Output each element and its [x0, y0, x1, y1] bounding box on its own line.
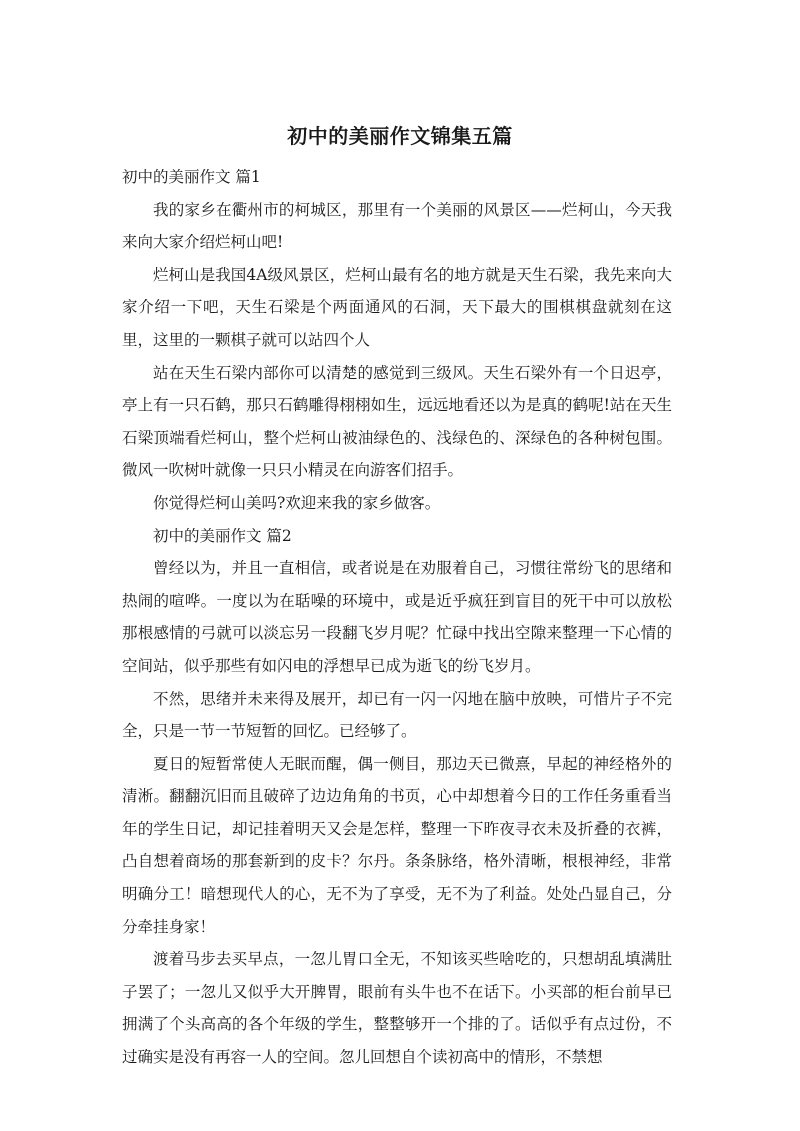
paragraph: 渡着马步去买早点，一忽儿胃口全无，不知该买些啥吃的，只想胡乱填满肚子罢了；一忽儿又似乎大开脾胃，眼前有头牛也不在话下。小买部的柜台前早已拥满了个头高高的各个年级的学生，整整够开一个排的了。话似乎有点过份，不过确实是没有再容一人的空间。忽儿回想自个读初高中的情形，不禁想 [122, 950, 672, 1067]
document-body [122, 161, 672, 1074]
paragraph: 你觉得烂柯山美吗?欢迎来我的家乡做客。 [153, 493, 441, 512]
essay-section-1 [122, 161, 672, 520]
paragraph: 站在天生石梁内部你可以清楚的感觉到三级风。天生石梁外有一个日迟亭，亭上有一只石鹤，那只石鹤雕得栩栩如生，远远地看还以为是真的鹤呢!站在天生石梁顶端看烂柯山，整个烂柯山被油绿色的、浅绿色的、深绿色的各种树包围。微风一吹树叶就像一只只小精灵在向游客们招手。 [122, 363, 672, 480]
paragraph: 我的家乡在衢州市的柯城区，那里有一个美丽的风景区——烂柯山，今天我来向大家介绍烂柯山吧! [122, 200, 672, 252]
paragraph: 夏日的短暂常使人无眠而醒，偶一侧目，那边天已微熹，早起的神经格外的清淅。翻翻沉旧而且破碎了边边角角的书页，心中却想着今日的工作任务重看当年的学生日记，却记挂着明天又会是怎样，整理一下昨夜寻衣未及折叠的衣裤，凸自想着商场的那套新到的皮卡？尔丹。条条脉络，格外清晰，根根神经，非常明确分工！暗想现代人的心，无不为了享受，无不为了利益。处处凸显自己，分分牵挂身家！ [122, 754, 672, 936]
paragraph: 曾经以为，并且一直相信，或者说是在劝服着自己，习惯往常纷飞的思绪和热闹的喧哗。一度以为在聒噪的环境中，或是近乎疯狂到盲目的死干中可以放松那根感情的弓就可以淡忘另一段翻飞岁月呢？忙碌中找出空隙来整理一下心情的空间站，似乎那些有如闪电的浮想早已成为逝飞的纷飞岁月。 [122, 559, 672, 675]
paragraph: 烂柯山是我国4A级风景区，烂柯山最有名的地方就是天生石梁，我先来向大家介绍一下吧，天生石梁是个两面通风的石洞，天下最大的围棋棋盘就刻在这里，这里的一颗棋子就可以站四个人 [122, 265, 672, 349]
section-heading: 初中的美丽作文 篇1 [122, 168, 261, 186]
section-heading: 初中的美丽作文 篇2 [153, 526, 292, 545]
paragraph: 不然，思绪并未来得及展开，却已有一闪一闪地在脑中放映，可惜片子不完全，只是一节一节短暂的回忆。已经够了。 [122, 689, 672, 741]
document-title: 初中的美丽作文锦集五篇 [287, 124, 513, 148]
essay-section-2 [122, 520, 672, 1074]
